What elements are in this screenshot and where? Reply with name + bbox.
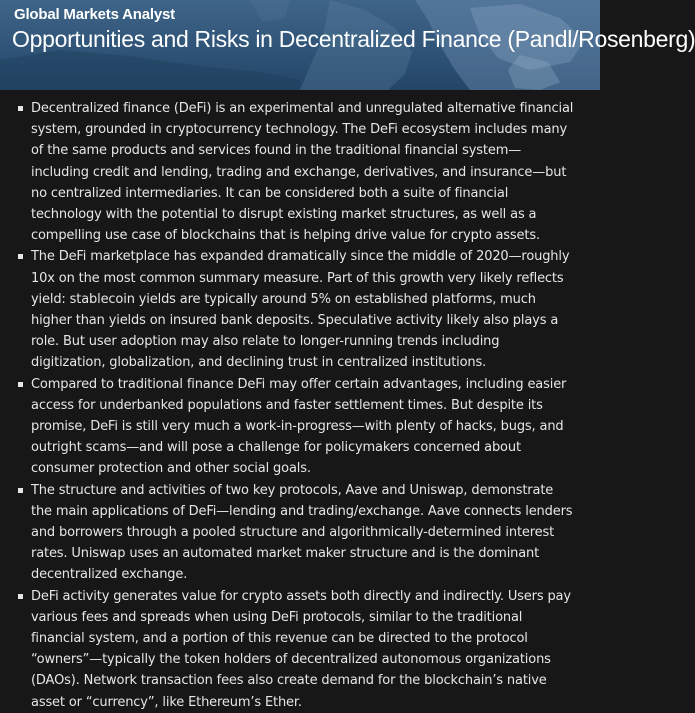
list-item-text: Compared to traditional finance DeFi may offer certain advantages, including easier access for underbanked populations and faster settlement times. But despite its promise, DeFi is still very much a work-in-progress—with plenty of hacks, bugs, and outright scams—and will pose a challenge for policymakers concerned about consumer protection and other social goals. (31, 376, 567, 477)
list-item (14, 98, 574, 246)
page-title: Opportunities and Risks in Decentralized Finance (Pandl/Rosenberg) (12, 26, 695, 52)
report-header (0, 0, 695, 90)
bullet-square-icon (18, 488, 23, 493)
list-item-text: DeFi activity generates value for crypto assets both directly and indirectly. Users pay various fees and spreads when using DeFi protocols, similar to the traditional financial system, and a portion of this revenue can be directed to the protocol “owners”—typically the token holders of decentralized autonomous organizations (DAOs). Network transaction fees also create demand for the blockchain’s native asset or “currency”, like Ethereum’s Ether. (31, 588, 571, 710)
summary-panel (0, 90, 600, 710)
brand-label: Global Markets Analyst (14, 6, 175, 23)
key-points-list (14, 98, 574, 713)
bullet-square-icon (18, 254, 23, 259)
list-item (14, 246, 574, 373)
list-item (14, 480, 574, 586)
list-item-text: The structure and activities of two key protocols, Aave and Uniswap, demonstrate the main applications of DeFi—lending and trading/exchange. Aave connects lenders and borrowers through a pooled structure and algorithmically-determined interest rates. Uniswap uses an automated market maker structure and is the dominant decentralized exchange. (31, 482, 573, 583)
bullet-square-icon (18, 106, 23, 111)
list-item-text: The DeFi marketplace has expanded dramatically since the middle of 2020—roughly 10x on the most common summary measure. Part of this growth very likely reflects yield: stablecoin yields are typically around 5% on established platforms, much higher than yields on insured bank deposits. Speculative activity likely also plays a role. But user adoption may also relate to longer-running trends including digitization, globalization, and declining trust in centralized institutions. (31, 249, 570, 371)
list-item (14, 586, 574, 713)
bullet-square-icon (18, 382, 23, 387)
list-item (14, 374, 574, 480)
list-item-text: Decentralized finance (DeFi) is an experimental and unregulated alternative financial system, grounded in cryptocurrency technology. The DeFi ecosystem includes many of the same products and services found in the traditional financial system—including credit and lending, trading and exchange, derivatives, and insurance—but no centralized intermediaries. It can be considered both a suite of financial technology with the potential to disrupt existing market structures, as well as a compelling use case of blockchains that is helping drive value for crypto assets. (31, 101, 574, 244)
bullet-square-icon (18, 594, 23, 599)
